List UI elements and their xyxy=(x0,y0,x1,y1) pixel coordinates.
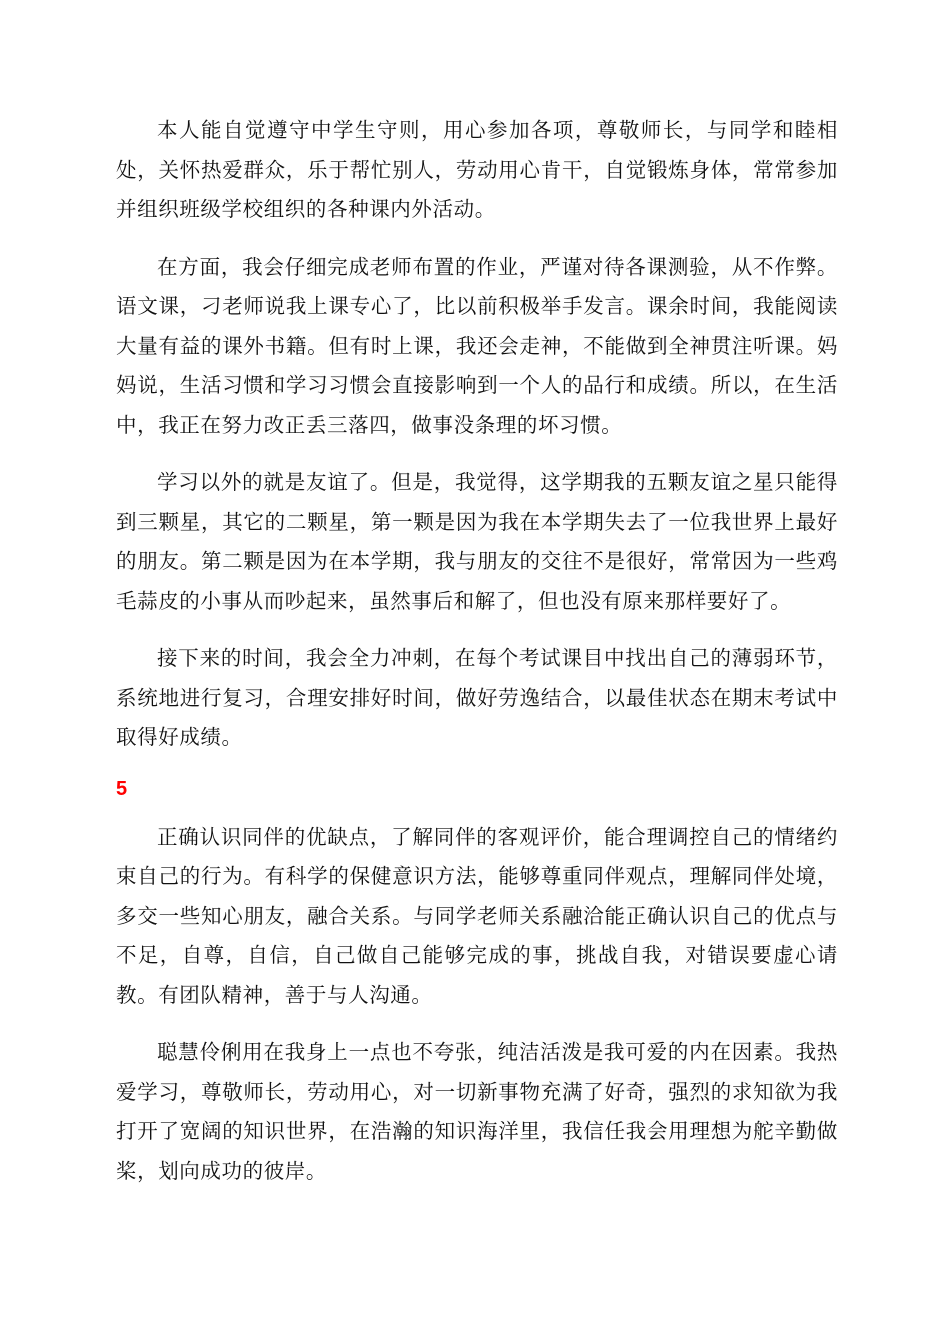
paragraph-exam-plan: 接下来的时间，我会全力冲刺，在每个考试课目中找出自己的薄弱环节，系统地进行复习，合理安排好时间，做好劳逸结合，以最佳状态在期末考试中取得好成绩。 xyxy=(116,646,838,749)
paragraph-peer-relations: 正确认识同伴的优缺点，了解同伴的客观评价，能合理调控自己的情绪约束自己的行为。有科学的保健意识方法，能够尊重同伴观点，理解同伴处境，多交一些知心朋友，融合关系。与同学老师关系融洽能正确认识自己的优点与不足，自尊，自信，自己做自己能够完成的事，挑战自我，对错误要虚心请教。有团队精神，善于与人沟通。 xyxy=(116,824,838,1007)
paragraph-study-habits: 在方面，我会仔细完成老师布置的作业，严谨对待各课测验，从不作弊。语文课，刁老师说我上课专心了，比以前积极举手发言。课余时间，我能阅读大量有益的课外书籍。但有时上课，我还会走神，不能做到全神贯注听课。妈妈说，生活习惯和学习习惯会直接影响到一个人的品行和成绩。所以，在生活中，我正在努力改正丢三落四，做事没条理的坏习惯。 xyxy=(116,254,838,437)
paragraph-friendship: 学习以外的就是友谊了。但是，我觉得，这学期我的五颗友谊之星只能得到三颗星，其它的二颗星，第一颗是因为我在本学期失去了一位我世界上最好的朋友。第二颗是因为在本学期，我与朋友的交往不是很好，常常因为一些鸡毛蒜皮的小事从而吵起来，虽然事后和解了，但也没有原来那样要好了。 xyxy=(116,470,838,613)
section-number: 5 xyxy=(116,777,128,800)
paragraph-self-conduct: 本人能自觉遵守中学生守则，用心参加各项，尊敬师长，与同学和睦相处，关怀热爱群众，乐于帮忙别人，劳动用心肯干，自觉锻炼身体，常常参加并组织班级学校组织的各种课内外活动。 xyxy=(116,118,838,221)
paragraph-personality: 聪慧伶俐用在我身上一点也不夸张，纯洁活泼是我可爱的内在因素。我热爱学习，尊敬师长，劳动用心，对一切新事物充满了好奇，强烈的求知欲为我打开了宽阔的知识世界，在浩瀚的知识海洋里，我信任我会用理想为舵辛勤做桨，划向成功的彼岸。 xyxy=(116,1040,838,1183)
document-body xyxy=(116,111,838,1209)
